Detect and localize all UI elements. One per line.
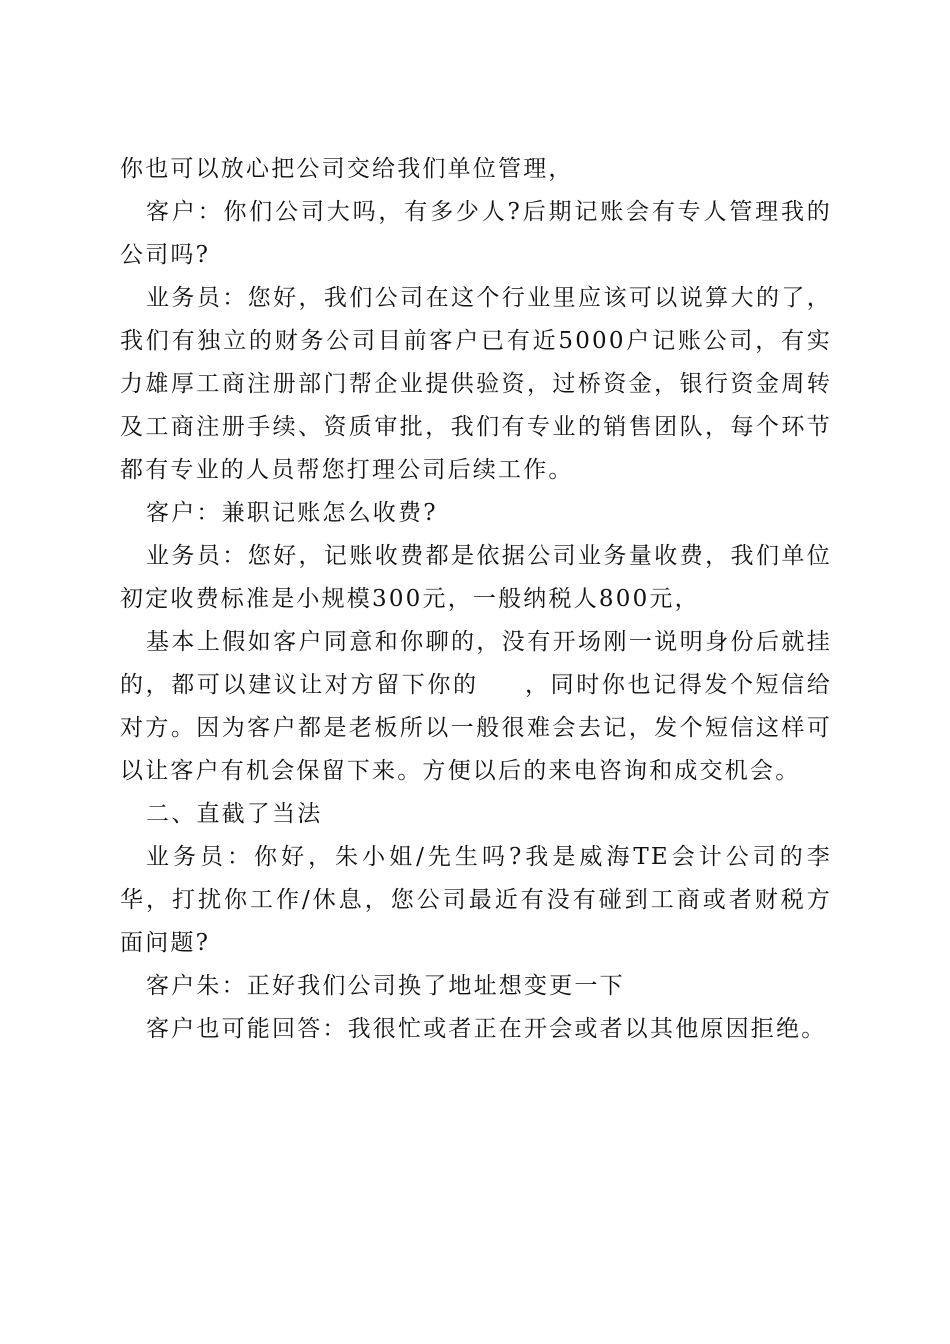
paragraph-6-part-2: ，同时你也记得发个短信给对方。因为客户都是老板所以一般很难会去记，发个短信这样可以让客户有机会保留下来。方便以后的来电咨询和成交机会。 <box>120 672 832 784</box>
paragraph-9: 客户朱：正好我们公司换了地址想变更一下 <box>146 973 625 999</box>
paragraph-8: 业务员：你好，朱小姐/先生吗?我是威海TE会计公司的李华，打扰你工作/休息，您公司最近有没有碰到工商或者财税方面问题? <box>120 844 832 956</box>
paragraph-3: 业务员：您好，我们公司在这个行业里应该可以说算大的了，我们有独立的财务公司目前客户已有近5000户记账公司，有实力雄厚工商注册部门帮企业提供验资，过桥资金，银行资金周转及工商注册手续、资质审批，我们有专业的销售团队，每个环节都有专业的人员帮您打理公司后续工作。 <box>120 285 832 483</box>
paragraph-6-part-1: 基本上假如客户同意和你聊的，没有开场刚一说明身份后就挂的，都可以建议让对方留下你的 <box>120 629 832 698</box>
paragraph-4: 客户：兼职记账怎么收费? <box>146 500 438 526</box>
document-body <box>120 148 832 1051</box>
paragraph-2: 客户：你们公司大吗，有多少人?后期记账会有专人管理我的公司吗? <box>120 199 832 268</box>
paragraph-10: 客户也可能回答：我很忙或者正在开会或者以其他原因拒绝。 <box>146 1016 827 1042</box>
paragraph-5: 业务员：您好，记账收费都是依据公司业务量收费，我们单位初定收费标准是小规模300元，一般纳税人800元， <box>120 543 832 612</box>
paragraph-6 <box>120 621 832 793</box>
paragraph-1: 你也可以放心把公司交给我们单位管理， <box>120 156 574 182</box>
section-heading: 二、直截了当法 <box>146 801 323 827</box>
